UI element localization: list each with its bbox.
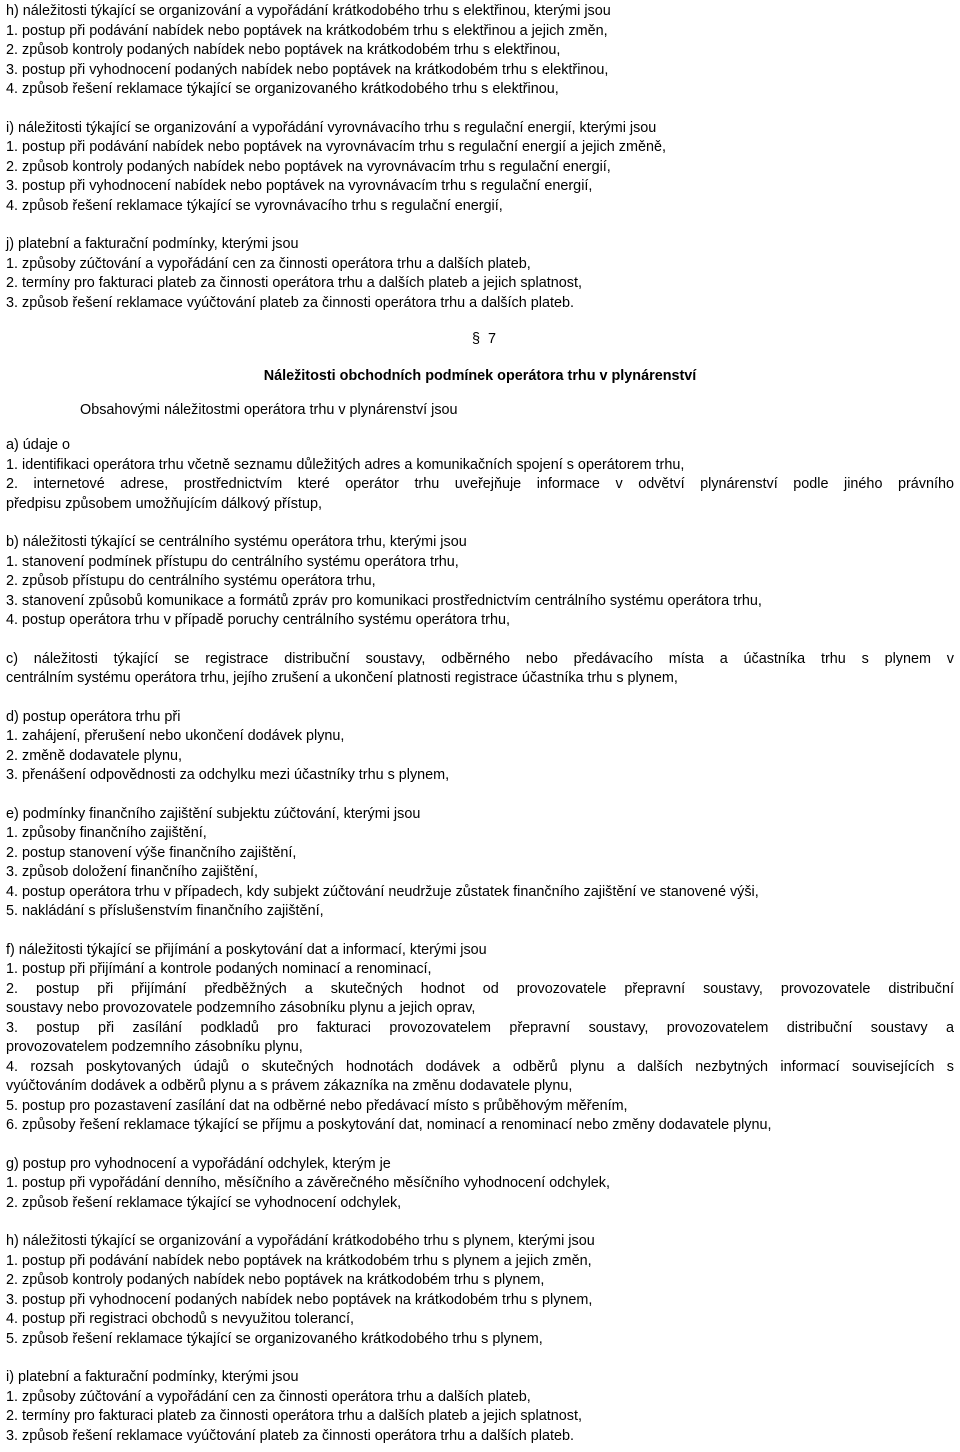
list-item [6,1058,954,1078]
paragraph-heading: j) platební a fakturační podmínky, kterými jsou [6,236,299,252]
paragraph-heading: b) náležitosti týkající se centrálního systému operátora trhu, kterými jsou [6,534,467,550]
list-item: 4. postup při registraci obchodů s nevyužitou tolerancí, [6,1311,354,1327]
list-item: 2. změně dodavatele plynu, [6,747,183,764]
block-e-gas [6,805,954,922]
list-item: 2. termíny pro fakturaci plateb za činnosti operátora trhu a dalších plateb a jejich splatnost, [6,1408,582,1424]
list-item: 1. stanovení podmínek přístupu do centrálního systému operátora trhu, [6,553,459,570]
list-item: 2. způsob řešení reklamace týkající se vyhodnocení odchylek, [6,1194,402,1211]
section-sign-glyph: § [472,331,481,347]
block-c-gas [6,650,954,689]
paragraph-heading: e) podmínky finančního zajištění subjektu zúčtování, kterými jsou [6,805,421,822]
block-g-gas [6,1155,954,1214]
paragraph-heading: h) náležitosti týkající se organizování a vypořádání krátkodobého trhu s plynem, kterými jsou [6,1233,595,1249]
section-intro: Obsahovými náležitostmi operátora trhu v plynárenství jsou [80,402,458,418]
list-item: 1. identifikaci operátora trhu včetně seznamu důležitých adres a komunikačních spojení s operátorem trhu, [6,456,685,473]
paragraph-heading: a) údaje o [6,437,71,453]
list-item [6,475,954,495]
list-item-line: 2. postup při přijímání předběžných a skutečných hodnot od provozovatele přepravní soustavy, provozovatele distribuční [6,980,954,997]
block-h-gas [6,1232,954,1349]
list-item-continuation: soustavy nebo provozovatele podzemního zásobníku plynu a jejich oprav, [6,1000,476,1016]
paragraph-heading: g) postup pro vyhodnocení a vypořádání odchylek, kterým je [6,1155,391,1172]
list-item: 5. postup pro pozastavení zasílání dat na odběrné nebo předávací místo s průběhovým měřením, [6,1097,628,1114]
list-item: 3. postup při vyhodnocení podaných nabídek nebo poptávek na krátkodobém trhu s plynem, [6,1291,593,1308]
list-item: 3. způsob řešení reklamace vyúčtování plateb za činnosti operátora trhu a dalších plateb. [6,294,574,311]
list-item: 3. způsob řešení reklamace vyúčtování plateb za činnosti operátora trhu a dalších plateb. [6,1427,574,1444]
list-item: 4. způsob řešení reklamace týkající se vyrovnávacího trhu s regulační energií, [6,197,503,214]
list-item: 2. způsob kontroly podaných nabídek nebo poptávek na vyrovnávacím trhu s regulační energií, [6,158,611,175]
block-f-gas [6,941,954,1136]
paragraph-heading: f) náležitosti týkající se přijímání a poskytování dat a informací, kterými jsou [6,941,487,958]
list-item [6,980,954,1000]
paragraph-heading: d) postup operátora trhu při [6,708,181,725]
list-item-line: 4. rozsah poskytovaných údajů o skutečných hodnotách dodávek a odběrů plynu a dalších nezbytných informací souvisejících s [6,1058,954,1075]
list-item: 5. nakládání s příslušenstvím finančního zajištění, [6,903,324,919]
paragraph-heading [6,650,954,670]
section-number [6,328,954,350]
list-item: 1. způsoby zúčtování a vypořádání cen za činnosti operátora trhu a dalších plateb, [6,255,531,272]
paragraph-continuation: centrálním systému operátora trhu, jejího zrušení a ukončení platnosti registrace účastníka trhu s plynem, [6,670,678,686]
list-item: 3. postup při vyhodnocení podaných nabídek nebo poptávek na krátkodobém trhu s elektřinou, [6,61,609,78]
list-item [6,1019,954,1039]
list-item: 2. způsob kontroly podaných nabídek nebo poptávek na krátkodobém trhu s elektřinou, [6,42,561,58]
list-item: 3. přenášení odpovědnosti za odchylku mezi účastníky trhu s plynem, [6,767,450,783]
list-item: 6. způsoby řešení reklamace týkající se příjmu a poskytování dat, nominací a renominací nebo změny dodavatele plynu, [6,1117,772,1133]
block-d-gas [6,708,954,786]
list-item: 5. způsob řešení reklamace týkající se organizovaného krátkodobého trhu s plynem, [6,1330,543,1347]
list-item: 1. postup při přijímání a kontrole podaných nominací a renominací, [6,961,432,977]
list-item-line: 3. postup při zasílání podkladů pro fakturaci provozovatelem přepravní soustavy, provozovatelem distribuční soustavy a [6,1019,954,1036]
list-item: 1. zahájení, přerušení nebo ukončení dodávek plynu, [6,728,345,744]
section-number-value: 7 [488,331,497,347]
list-item: 1. způsoby finančního zajištění, [6,825,207,841]
list-item-continuation: provozovatelem podzemního zásobníku plynu, [6,1039,303,1055]
list-item: 4. postup operátora trhu v případě poruchy centrálního systému operátora trhu, [6,612,510,628]
block-a-gas [6,436,954,514]
list-item-continuation: předpisu způsobem umožňujícím dálkový přístup, [6,495,322,512]
list-item: 2. způsob přístupu do centrálního systému operátora trhu, [6,573,376,589]
list-item: 3. způsob doložení finančního zajištění, [6,864,259,880]
paragraph-heading: i) náležitosti týkající se organizování a vypořádání vyrovnávacího trhu s regulační energií, kterými jsou [6,119,657,136]
block-j-electricity [6,235,954,313]
list-item: 1. postup při vypořádání denního, měsíčního a závěrečného měsíčního vyhodnocení odchylek, [6,1175,610,1191]
paragraph-heading: i) platební a fakturační podmínky, kterými jsou [6,1369,299,1385]
list-item: 4. způsob řešení reklamace týkající se organizovaného krátkodobého trhu s elektřinou, [6,81,559,97]
section-title: Náležitosti obchodních podmínek operátora trhu v plynárenství [263,368,697,384]
block-i-gas [6,1368,954,1446]
paragraph-line: c) náležitosti týkající se registrace distribuční soustavy, odběrného nebo předávacího místa a účastníka trhu s plynem v [6,650,954,667]
list-item-line: 2. internetové adrese, prostřednictvím které operátor trhu uveřejňuje informace v odvětví plynárenství podle jiného právního [6,476,954,492]
list-item: 3. postup při vyhodnocení nabídek nebo poptávek na vyrovnávacím trhu s regulační energií, [6,178,593,194]
list-item: 3. stanovení způsobů komunikace a formátů zpráv pro komunikaci prostřednictvím centrálního systému operátora trhu, [6,592,762,609]
block-b-gas [6,533,954,631]
paragraph-heading: h) náležitosti týkající se organizování a vypořádání krátkodobého trhu s elektřinou, kterými jsou [6,3,611,19]
list-item: 1. postup při podávání nabídek nebo poptávek na krátkodobém trhu s plynem a jejich změn, [6,1252,592,1269]
list-item-continuation: vyúčtováním dodávek a odběrů plynu a s právem zákazníka na změnu dodavatele plynu, [6,1078,573,1094]
list-item: 1. postup při podávání nabídek nebo poptávek na krátkodobém trhu s elektřinou a jejich změn, [6,22,608,39]
list-item: 1. postup při podávání nabídek nebo poptávek na vyrovnávacím trhu s regulační energií a jejich změně, [6,139,666,155]
list-item: 2. termíny pro fakturaci plateb za činnosti operátora trhu a dalších plateb a jejich splatnost, [6,275,582,291]
block-i-electricity [6,119,954,217]
list-item: 4. postup operátora trhu v případech, kdy subjekt zúčtování neudržuje zůstatek finančního zajištění ve stanovené výši, [6,883,759,900]
list-item: 2. postup stanovení výše finančního zajištění, [6,844,297,861]
list-item: 1. způsoby zúčtování a vypořádání cen za činnosti operátora trhu a dalších plateb, [6,1388,531,1405]
list-item: 2. způsob kontroly podaných nabídek nebo poptávek na krátkodobém trhu s plynem, [6,1272,545,1288]
block-h-electricity [6,2,954,100]
